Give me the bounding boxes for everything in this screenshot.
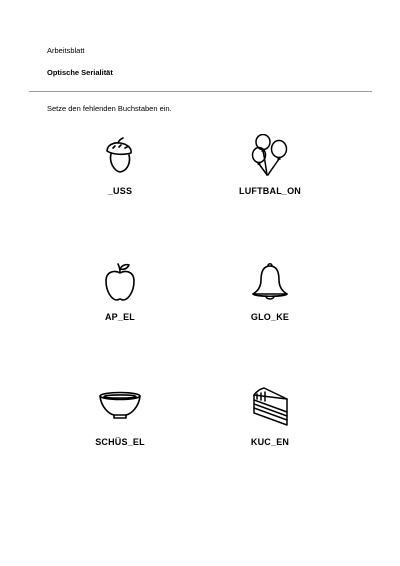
page-title: Optische Serialität xyxy=(47,68,113,77)
exercise-item xyxy=(190,260,350,340)
exercise-item xyxy=(40,134,200,214)
document-type-label: Arbeitsblatt xyxy=(47,46,85,55)
bowl-icon xyxy=(98,385,142,429)
exercise-item xyxy=(190,134,350,214)
word-with-gap: GLO_KE xyxy=(250,312,290,322)
instruction-text: Setze den fehlenden Buchstaben ein. xyxy=(47,104,172,113)
word-with-gap: LUFTBAL_ON xyxy=(239,186,301,196)
balloons-icon xyxy=(248,134,292,178)
exercise-item xyxy=(190,385,350,465)
word-with-gap: SCHÜS_EL xyxy=(95,437,145,447)
exercise-item xyxy=(40,260,200,340)
bell-icon xyxy=(248,260,292,304)
cake-slice-icon xyxy=(248,385,292,429)
word-with-gap: KUC_EN xyxy=(250,437,290,447)
apple-icon xyxy=(98,260,142,304)
word-with-gap: _USS xyxy=(107,186,133,196)
word-with-gap: AP_EL xyxy=(104,312,135,322)
acorn-icon xyxy=(98,134,142,178)
exercise-item xyxy=(40,385,200,465)
header-divider xyxy=(29,91,372,92)
